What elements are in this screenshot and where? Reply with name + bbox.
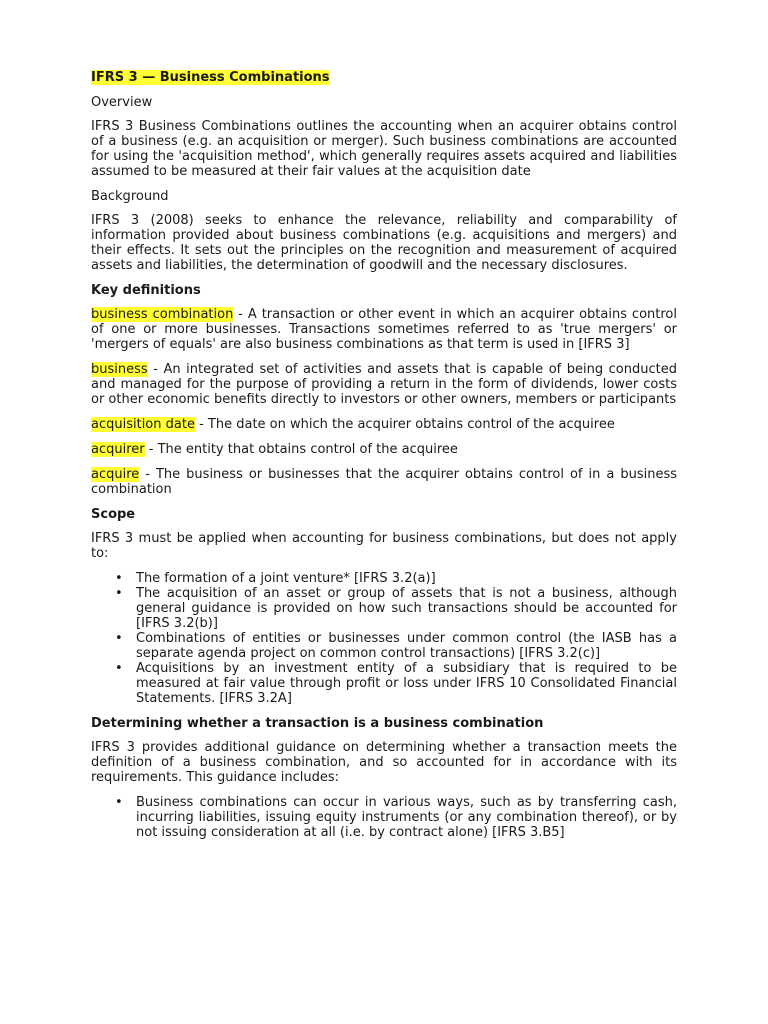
list-item bbox=[91, 586, 677, 631]
overview-heading: Overview bbox=[91, 95, 153, 110]
definition-term: acquire bbox=[91, 467, 140, 482]
definition-term: acquirer bbox=[91, 442, 145, 457]
scope-heading: Scope bbox=[91, 507, 136, 522]
determining-heading: Determining whether a transaction is a business combination bbox=[91, 716, 544, 731]
bullet-icon: • bbox=[115, 661, 123, 676]
bullet-icon: • bbox=[115, 586, 123, 601]
bullet-icon: • bbox=[115, 631, 123, 646]
document-title bbox=[91, 70, 677, 86]
definition-business bbox=[91, 362, 677, 407]
list-item-text: Business combinations can occur in various ways, such as by transferring cash, incurring liabilities, issuing equity instruments (or any combination thereof), or by not issuing consideration at all (i.e. by contract alone) [IFRS 3.B5] bbox=[136, 795, 677, 840]
definition-acquire bbox=[91, 467, 677, 497]
background-paragraph: IFRS 3 (2008) seeks to enhance the relevance, reliability and comparability of information provided about business combinations (e.g. acquisitions and mergers) and their effects. It sets out the principles on the recognition and measurement of acquired assets and liabilities, the determination of goodwill and the necessary disclosures. bbox=[91, 213, 677, 273]
definition-text: - An integrated set of activities and assets that is capable of being conducted and managed for the purpose of providing a return in the form of dividends, lower costs or other economic benefits directly to investors or other owners, members or participants bbox=[91, 362, 677, 407]
list-item bbox=[91, 795, 677, 840]
key-definitions-heading: Key definitions bbox=[91, 283, 201, 298]
definition-text: - A transaction or other event in which an acquirer obtains control of one or more businesses. Transactions sometimes referred to as 'true mergers' or 'mergers of equals' are also business combinations as that term is used in [IFRS 3] bbox=[91, 307, 677, 352]
bullet-icon: • bbox=[115, 571, 123, 586]
determining-intro: IFRS 3 provides additional guidance on determining whether a transaction meets the definition of a business combination, and so accounted for in accordance with its requirements. This guidance includes: bbox=[91, 740, 677, 785]
definition-term: acquisition date bbox=[91, 417, 195, 432]
list-item-text: Combinations of entities or businesses under common control (the IASB has a separate agenda project on common control transactions) [IFRS 3.2(c)] bbox=[136, 631, 677, 661]
definition-text: - The entity that obtains control of the acquiree bbox=[144, 442, 458, 457]
definition-text: - The business or businesses that the acquirer obtains control of in a business combination bbox=[91, 467, 677, 497]
scope-bullet-list bbox=[91, 571, 677, 706]
overview-paragraph: IFRS 3 Business Combinations outlines the accounting when an acquirer obtains control of a business (e.g. an acquisition or merger). Such business combinations are accounted for using the 'acquisition method', which generally requires assets acquired and liabilities assumed to be measured at their fair values at the acquisition date bbox=[91, 119, 677, 179]
definition-text: - The date on which the acquirer obtains control of the acquiree bbox=[194, 417, 615, 432]
document-title-text: IFRS 3 — Business Combinations bbox=[91, 70, 330, 85]
list-item-text: The formation of a joint venture* [IFRS 3.2(a)] bbox=[136, 571, 436, 586]
list-item bbox=[91, 571, 677, 586]
list-item bbox=[91, 631, 677, 661]
bullet-icon: • bbox=[115, 795, 123, 810]
definition-term: business combination bbox=[91, 307, 234, 322]
definition-term: business bbox=[91, 362, 148, 377]
background-heading: Background bbox=[91, 189, 169, 204]
list-item bbox=[91, 661, 677, 706]
definition-acquisition-date bbox=[91, 417, 677, 432]
scope-intro: IFRS 3 must be applied when accounting for business combinations, but does not apply to: bbox=[91, 531, 677, 561]
list-item-text: The acquisition of an asset or group of assets that is not a business, although general guidance is provided on how such transactions should be accounted for [IFRS 3.2(b)] bbox=[136, 586, 677, 631]
determining-bullet-list bbox=[91, 795, 677, 840]
definition-acquirer bbox=[91, 442, 677, 457]
list-item-text: Acquisitions by an investment entity of a subsidiary that is required to be measured at fair value through profit or loss under IFRS 10 Consolidated Financial Statements. [IFRS 3.2A] bbox=[136, 661, 677, 706]
definition-business-combination bbox=[91, 307, 677, 352]
